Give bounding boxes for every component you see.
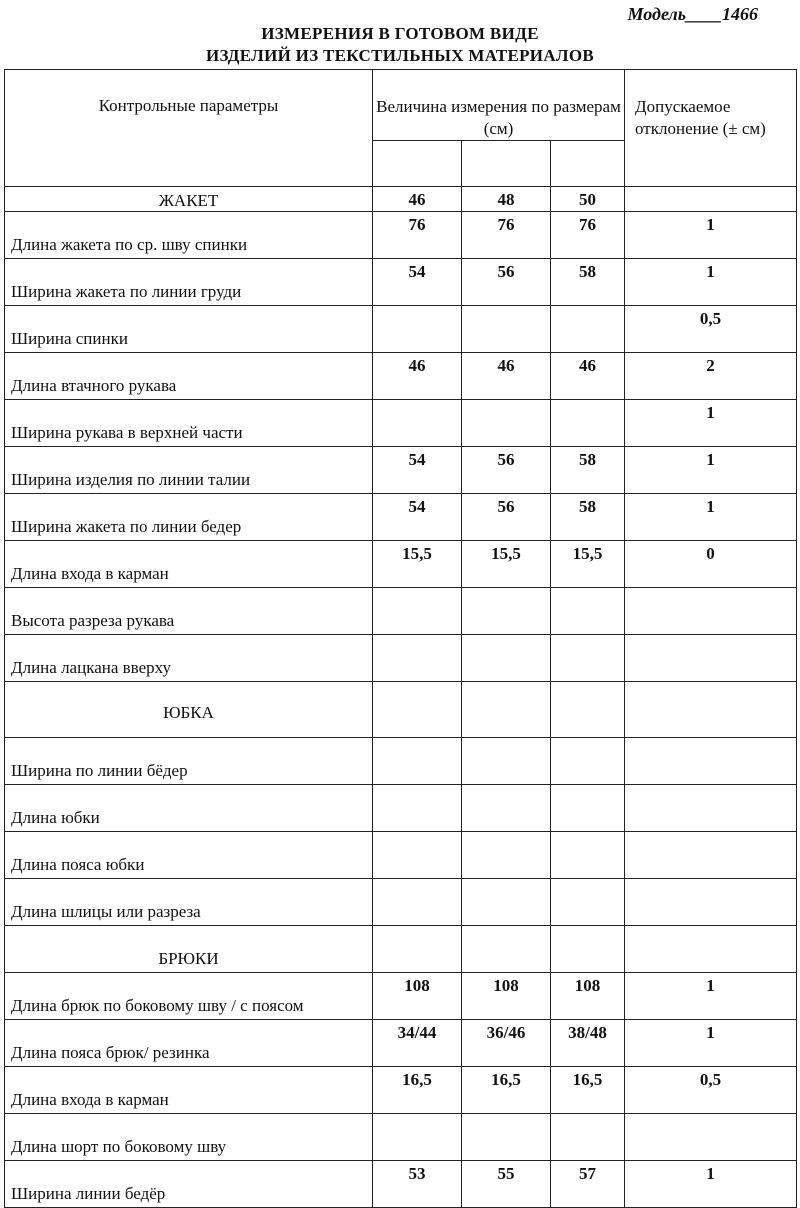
parameter-label: Длина входа в карман — [5, 1067, 373, 1114]
size-value-1 — [373, 879, 462, 926]
table-row — [5, 541, 797, 588]
section-label: ЮБКА — [5, 682, 373, 738]
tolerance-value: 0 — [625, 541, 797, 588]
size-value-1 — [373, 1114, 462, 1161]
size-value-3 — [551, 635, 625, 682]
size-value-1 — [373, 635, 462, 682]
document-title-line-2: ИЗДЕЛИЙ ИЗ ТЕКСТИЛЬНЫХ МАТЕРИАЛОВ — [205, 46, 595, 65]
size-value-2: 56 — [462, 494, 551, 541]
size-value-1: 54 — [373, 494, 462, 541]
tolerance-value — [625, 187, 797, 212]
tolerance-value — [625, 832, 797, 879]
size-value-1 — [373, 785, 462, 832]
size-value-1: 54 — [373, 259, 462, 306]
table-row — [5, 973, 797, 1020]
table-row — [5, 635, 797, 682]
size-value-3: 57 — [551, 1161, 625, 1208]
size-value-2: 48 — [462, 187, 551, 212]
size-value-1: 16,5 — [373, 1067, 462, 1114]
size-value-2: 16,5 — [462, 1067, 551, 1114]
size-value-3: 76 — [551, 212, 625, 259]
size-value-3 — [551, 682, 625, 738]
size-value-3 — [551, 785, 625, 832]
size-value-2 — [462, 588, 551, 635]
size-value-1: 15,5 — [373, 541, 462, 588]
measurements-table — [4, 69, 797, 1208]
table-row — [5, 1114, 797, 1161]
table-row — [5, 832, 797, 879]
table-row — [5, 353, 797, 400]
header-size-measurement: Величина измерения по размерам (см) — [373, 70, 625, 141]
size-value-1 — [373, 832, 462, 879]
size-value-2 — [462, 926, 551, 973]
section-label: ЖАКЕТ — [5, 187, 373, 212]
tolerance-value — [625, 879, 797, 926]
parameter-label: Ширина линии бедёр — [5, 1161, 373, 1208]
document-title-line-1: ИЗМЕРЕНИЯ В ГОТОВОМ ВИДЕ — [261, 24, 539, 43]
table-row — [5, 494, 797, 541]
tolerance-value: 0,5 — [625, 1067, 797, 1114]
parameter-label: Ширина изделия по линии талии — [5, 447, 373, 494]
size-value-1: 53 — [373, 1161, 462, 1208]
tolerance-value: 1 — [625, 1161, 797, 1208]
size-value-2: 108 — [462, 973, 551, 1020]
size-value-3: 15,5 — [551, 541, 625, 588]
tolerance-value — [625, 635, 797, 682]
table-row — [5, 306, 797, 353]
parameter-label: Длина жакета по ср. шву спинки — [5, 212, 373, 259]
tolerance-value: 2 — [625, 353, 797, 400]
tolerance-value: 1 — [625, 400, 797, 447]
size-value-1 — [373, 306, 462, 353]
parameter-label: Длина лацкана вверху — [5, 635, 373, 682]
tolerance-value — [625, 1114, 797, 1161]
table-row — [5, 1020, 797, 1067]
size-value-3: 16,5 — [551, 1067, 625, 1114]
parameter-label: Длина брюк по боковому шву / с поясом — [5, 973, 373, 1020]
parameter-label: Ширина по линии бёдер — [5, 738, 373, 785]
size-value-2 — [462, 400, 551, 447]
model-number: Модель____1466 — [627, 4, 758, 24]
table-row — [5, 447, 797, 494]
tolerance-value: 1 — [625, 494, 797, 541]
size-value-3: 50 — [551, 187, 625, 212]
size-value-2 — [462, 738, 551, 785]
size-value-1 — [373, 400, 462, 447]
size-value-1: 46 — [373, 187, 462, 212]
size-value-3: 46 — [551, 353, 625, 400]
parameter-label: Ширина рукава в верхней части — [5, 400, 373, 447]
size-value-3: 58 — [551, 494, 625, 541]
size-value-2: 56 — [462, 259, 551, 306]
tolerance-value — [625, 926, 797, 973]
size-value-3 — [551, 879, 625, 926]
section-row — [5, 926, 797, 973]
size-value-1 — [373, 682, 462, 738]
size-value-3 — [551, 306, 625, 353]
tolerance-value: 1 — [625, 259, 797, 306]
size-value-1: 54 — [373, 447, 462, 494]
table-row — [5, 879, 797, 926]
size-value-3: 58 — [551, 447, 625, 494]
size-value-3 — [551, 1114, 625, 1161]
parameter-label: Длина пояса брюк/ резинка — [5, 1020, 373, 1067]
size-value-1 — [373, 738, 462, 785]
size-subheader-cell — [551, 141, 625, 187]
parameter-label: Ширина жакета по линии бедер — [5, 494, 373, 541]
parameter-label: Ширина жакета по линии груди — [5, 259, 373, 306]
size-value-2 — [462, 635, 551, 682]
parameter-label: Длина пояса юбки — [5, 832, 373, 879]
size-value-3 — [551, 588, 625, 635]
size-value-3: 58 — [551, 259, 625, 306]
tolerance-value: 1 — [625, 212, 797, 259]
tolerance-value: 1 — [625, 1020, 797, 1067]
size-value-2: 76 — [462, 212, 551, 259]
header-control-parameters: Контрольные параметры — [5, 70, 373, 187]
parameter-label: Длина шлицы или разреза — [5, 879, 373, 926]
size-value-3 — [551, 738, 625, 785]
table-header-row — [5, 70, 797, 141]
size-value-1 — [373, 588, 462, 635]
size-value-2 — [462, 682, 551, 738]
size-value-2 — [462, 879, 551, 926]
tolerance-value — [625, 588, 797, 635]
size-value-1: 108 — [373, 973, 462, 1020]
size-value-3 — [551, 926, 625, 973]
size-value-2: 46 — [462, 353, 551, 400]
parameter-label: Ширина спинки — [5, 306, 373, 353]
size-value-1: 34/44 — [373, 1020, 462, 1067]
size-subheader-cell — [373, 141, 462, 187]
tolerance-value — [625, 682, 797, 738]
parameter-label: Высота разреза рукава — [5, 588, 373, 635]
size-value-2: 55 — [462, 1161, 551, 1208]
size-value-2 — [462, 1114, 551, 1161]
size-value-2 — [462, 832, 551, 879]
table-row — [5, 588, 797, 635]
table-row — [5, 1067, 797, 1114]
tolerance-value — [625, 785, 797, 832]
size-value-3: 38/48 — [551, 1020, 625, 1067]
table-row — [5, 1161, 797, 1208]
section-label: БРЮКИ — [5, 926, 373, 973]
size-value-2 — [462, 785, 551, 832]
tolerance-value: 1 — [625, 973, 797, 1020]
size-value-3: 108 — [551, 973, 625, 1020]
table-row — [5, 259, 797, 306]
table-row — [5, 400, 797, 447]
size-value-1: 76 — [373, 212, 462, 259]
size-value-1 — [373, 926, 462, 973]
parameter-label: Длина входа в карман — [5, 541, 373, 588]
size-value-1: 46 — [373, 353, 462, 400]
parameter-label: Длина шорт по боковому шву — [5, 1114, 373, 1161]
size-value-2: 56 — [462, 447, 551, 494]
parameter-label: Длина юбки — [5, 785, 373, 832]
header-tolerance: Допускаемое отклонение (± см) — [625, 70, 797, 187]
parameter-label: Длина втачного рукава — [5, 353, 373, 400]
tolerance-value — [625, 738, 797, 785]
table-row — [5, 785, 797, 832]
size-value-3 — [551, 400, 625, 447]
size-value-3 — [551, 832, 625, 879]
table-row — [5, 212, 797, 259]
table-row — [5, 738, 797, 785]
size-value-2: 36/46 — [462, 1020, 551, 1067]
tolerance-value: 1 — [625, 447, 797, 494]
tolerance-value: 0,5 — [625, 306, 797, 353]
section-row — [5, 187, 797, 212]
size-value-2 — [462, 306, 551, 353]
size-subheader-cell — [462, 141, 551, 187]
section-row — [5, 682, 797, 738]
size-value-2: 15,5 — [462, 541, 551, 588]
